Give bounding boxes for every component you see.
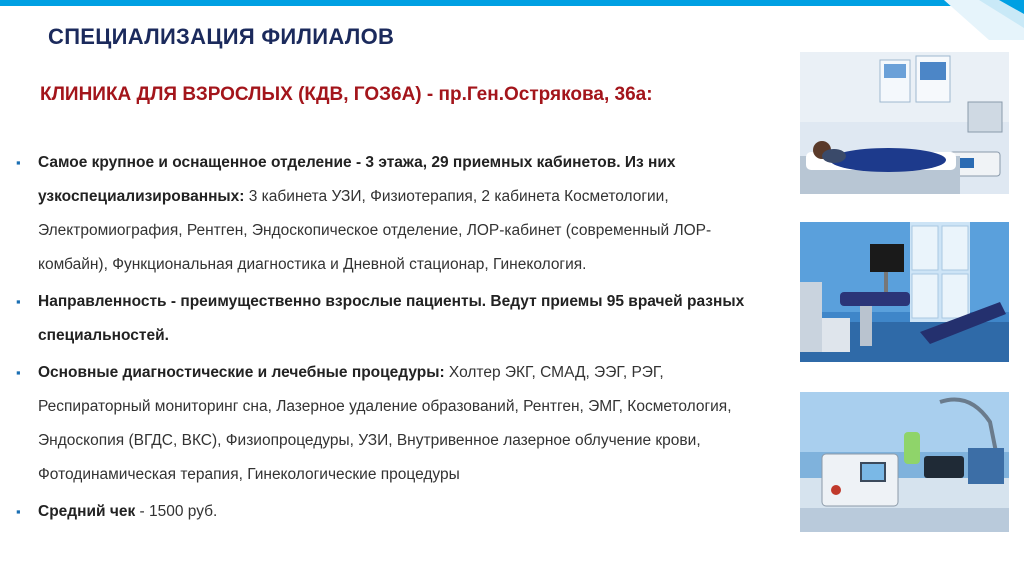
gynecology-chair-photo	[800, 222, 1009, 362]
corner-decoration	[794, 0, 1024, 40]
clinic-heading: КЛИНИКА ДЛЯ ВЗРОСЛЫХ (КДВ, ГОЗ6А) - пр.Ген.Острякова, 36а:	[40, 84, 653, 105]
bullet-item	[14, 285, 774, 353]
bullet-marker: ▪	[16, 504, 21, 519]
bullet-text: - 1500 руб.	[135, 503, 218, 520]
bullet-marker: ▪	[16, 294, 21, 309]
bullet-text: Холтер ЭКГ, СМАД, ЭЭГ, РЭГ, Респираторный мониторинг сна, Лазерное удаление образований, Рентген, ЭМГ, Косметология, Эндоскопия (ВГДС, ВКС), Физиопроцедуры, УЗИ, Внутривенное лазерное облучение крови, Фотодинамическая терапия, Гинекологические процедуры	[38, 364, 732, 483]
bullet-bold-text: Направленность - преимущественно взрослые пациенты. Ведут приемы 95 врачей разных специальностей.	[38, 293, 745, 344]
bullet-bold-text: Средний чек	[38, 503, 136, 520]
bullet-bold-text: Основные диагностические и лечебные процедуры:	[38, 364, 445, 381]
bullet-bold-text: Самое крупное и оснащенное отделение - 3 этажа, 29 приемных кабинетов. Из них узкоспециализированных:	[38, 154, 676, 205]
bullet-item	[14, 356, 774, 492]
bullet-item	[14, 146, 774, 282]
bullet-item	[14, 495, 774, 529]
patient-on-couch-photo	[800, 52, 1009, 194]
laser-equipment-photo	[800, 392, 1009, 532]
bullet-marker: ▪	[16, 155, 21, 170]
bullet-list	[14, 146, 774, 532]
page-title: СПЕЦИАЛИЗАЦИЯ ФИЛИАЛОВ	[48, 24, 395, 49]
bullet-marker: ▪	[16, 365, 21, 380]
bullet-text: 3 кабинета УЗИ, Физиотерапия, 2 кабинета Косметологии, Электромиография, Рентген, Эндоскопическое отделение, ЛОР-кабинет (современный ЛОР-комбайн), Функциональная диагностика и Дневной стационар, Гинекология.	[38, 188, 712, 273]
